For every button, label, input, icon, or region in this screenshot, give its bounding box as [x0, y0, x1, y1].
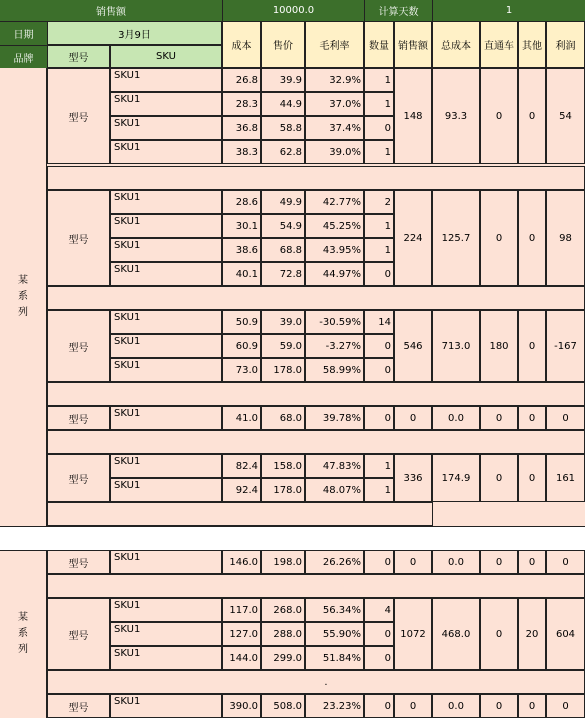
qty-cell[interactable]: 0 — [364, 334, 394, 358]
direct-car-cell[interactable]: 0 — [480, 694, 518, 718]
direct-car-cell[interactable]: 0 — [480, 68, 518, 164]
cost-cell[interactable]: 60.9 — [222, 334, 261, 358]
sales-cell[interactable]: 0 — [394, 550, 432, 574]
margin-cell[interactable]: 37.0% — [305, 92, 364, 116]
cost-cell[interactable]: 144.0 — [222, 646, 261, 670]
margin-cell[interactable]: 39.78% — [305, 406, 364, 430]
margin-cell[interactable]: 23.23% — [305, 694, 364, 718]
series-label-1[interactable] — [0, 68, 47, 526]
col-header-total-cost[interactable]: 总成本 — [432, 21, 480, 68]
qty-cell[interactable]: 14 — [364, 310, 394, 334]
col-header-qty[interactable]: 数量 — [364, 21, 394, 68]
sku-cell[interactable]: SKU1 — [110, 454, 222, 478]
margin-cell[interactable]: -30.59% — [305, 310, 364, 334]
profit-cell[interactable]: 161 — [546, 454, 585, 502]
margin-cell[interactable]: 42.77% — [305, 190, 364, 214]
sku-cell[interactable]: SKU1 — [110, 646, 222, 670]
sku-cell[interactable]: SKU1 — [110, 406, 222, 430]
model-cell[interactable]: 型号 — [47, 454, 110, 502]
cost-cell[interactable]: 146.0 — [222, 550, 261, 574]
direct-car-cell[interactable]: 0 — [480, 190, 518, 286]
sales-label-cell[interactable]: 销售额 — [0, 0, 222, 21]
margin-cell[interactable]: 26.26% — [305, 550, 364, 574]
qty-cell[interactable]: 0 — [364, 550, 394, 574]
brand-label-cell[interactable]: 品牌 — [0, 45, 47, 68]
margin-cell[interactable]: 32.9% — [305, 68, 364, 92]
direct-car-cell[interactable]: 180 — [480, 310, 518, 382]
qty-cell[interactable]: 2 — [364, 190, 394, 214]
sku-label-cell[interactable]: SKU — [110, 45, 222, 68]
profit-cell[interactable]: -167 — [546, 310, 585, 382]
price-cell[interactable]: 39.0 — [261, 310, 305, 334]
price-cell[interactable]: 299.0 — [261, 646, 305, 670]
qty-cell[interactable]: 1 — [364, 92, 394, 116]
col-header-profit[interactable]: 利润 — [546, 21, 585, 68]
qty-cell[interactable]: 1 — [364, 478, 394, 502]
direct-car-cell[interactable]: 0 — [480, 454, 518, 502]
price-cell[interactable]: 68.8 — [261, 238, 305, 262]
qty-cell[interactable]: 0 — [364, 116, 394, 140]
cost-cell[interactable]: 82.4 — [222, 454, 261, 478]
sku-cell[interactable]: SKU1 — [110, 214, 222, 238]
profit-cell[interactable]: 0 — [546, 694, 585, 718]
qty-cell[interactable]: 4 — [364, 598, 394, 622]
sku-cell[interactable]: SKU1 — [110, 68, 222, 92]
profit-cell[interactable]: 604 — [546, 598, 585, 670]
cost-cell[interactable]: 40.1 — [222, 262, 261, 286]
stray-mark: . — [324, 676, 328, 688]
qty-cell[interactable]: 1 — [364, 140, 394, 164]
cost-cell[interactable]: 390.0 — [222, 694, 261, 718]
model-cell[interactable]: 型号 — [47, 598, 110, 670]
total-cost-cell[interactable]: 468.0 — [432, 598, 480, 670]
cost-cell[interactable]: 28.3 — [222, 92, 261, 116]
model-label-cell[interactable]: 型号 — [47, 45, 110, 68]
profit-cell[interactable]: 0 — [546, 406, 585, 430]
qty-cell[interactable]: 1 — [364, 68, 394, 92]
other-cell[interactable]: 0 — [518, 190, 546, 286]
price-cell[interactable]: 68.0 — [261, 406, 305, 430]
price-cell[interactable]: 62.8 — [261, 140, 305, 164]
margin-cell[interactable]: 43.95% — [305, 238, 364, 262]
col-header-price[interactable]: 售价 — [261, 21, 305, 68]
cost-cell[interactable]: 50.9 — [222, 310, 261, 334]
price-cell[interactable]: 59.0 — [261, 334, 305, 358]
sales-value-cell[interactable]: 10000.0 — [222, 0, 364, 21]
price-cell[interactable]: 72.8 — [261, 262, 305, 286]
cost-cell[interactable]: 127.0 — [222, 622, 261, 646]
days-value-cell[interactable]: 1 — [432, 0, 585, 21]
qty-cell[interactable]: 1 — [364, 214, 394, 238]
margin-cell[interactable]: 44.97% — [305, 262, 364, 286]
direct-car-cell[interactable]: 0 — [480, 598, 518, 670]
price-cell[interactable]: 268.0 — [261, 598, 305, 622]
col-header-sales[interactable]: 销售额 — [394, 21, 432, 68]
qty-cell[interactable]: 0 — [364, 694, 394, 718]
cost-cell[interactable]: 26.8 — [222, 68, 261, 92]
direct-car-cell[interactable]: 0 — [480, 550, 518, 574]
spacer-row — [47, 502, 433, 526]
other-cell[interactable]: 0 — [518, 310, 546, 382]
margin-cell[interactable]: 47.83% — [305, 454, 364, 478]
sku-cell[interactable]: SKU1 — [110, 694, 222, 718]
price-cell[interactable]: 178.0 — [261, 358, 305, 382]
col-header-margin[interactable]: 毛利率 — [305, 21, 364, 68]
total-cost-cell[interactable]: 93.3 — [432, 68, 480, 164]
days-label-cell[interactable]: 计算天数 — [364, 0, 432, 21]
col-header-cost[interactable]: 成本 — [222, 21, 261, 68]
series-label-2-text: 某 系 列 — [18, 612, 28, 655]
price-cell[interactable]: 288.0 — [261, 622, 305, 646]
margin-cell[interactable]: 51.84% — [305, 646, 364, 670]
date-label-cell[interactable]: 日期 — [0, 21, 47, 45]
sku-cell[interactable]: SKU1 — [110, 598, 222, 622]
price-cell[interactable]: 49.9 — [261, 190, 305, 214]
sales-cell[interactable]: 336 — [394, 454, 432, 502]
qty-cell[interactable]: 0 — [364, 646, 394, 670]
spacer-row — [47, 286, 585, 310]
price-cell[interactable]: 54.9 — [261, 214, 305, 238]
sku-cell[interactable]: SKU1 — [110, 92, 222, 116]
price-cell[interactable]: 508.0 — [261, 694, 305, 718]
model-cell[interactable]: 型号 — [47, 310, 110, 382]
margin-cell[interactable]: 37.4% — [305, 116, 364, 140]
model-cell[interactable]: 型号 — [47, 190, 110, 286]
margin-cell[interactable]: 48.07% — [305, 478, 364, 502]
other-cell[interactable]: 20 — [518, 598, 546, 670]
price-cell[interactable]: 198.0 — [261, 550, 305, 574]
qty-cell[interactable]: 0 — [364, 406, 394, 430]
cost-cell[interactable]: 38.3 — [222, 140, 261, 164]
sales-cell[interactable]: 148 — [394, 68, 432, 164]
price-cell[interactable]: 44.9 — [261, 92, 305, 116]
other-cell[interactable]: 0 — [518, 550, 546, 574]
price-cell[interactable]: 178.0 — [261, 478, 305, 502]
sales-cell[interactable]: 1072 — [394, 598, 432, 670]
sku-cell[interactable]: SKU1 — [110, 358, 222, 382]
sku-cell[interactable]: SKU1 — [110, 334, 222, 358]
sku-cell[interactable]: SKU1 — [110, 238, 222, 262]
other-cell[interactable]: 0 — [518, 406, 546, 430]
sku-cell[interactable]: SKU1 — [110, 140, 222, 164]
model-cell[interactable]: 型号 — [47, 550, 110, 574]
other-cell[interactable]: 0 — [518, 694, 546, 718]
margin-cell[interactable]: 45.25% — [305, 214, 364, 238]
margin-cell[interactable]: 55.90% — [305, 622, 364, 646]
sku-cell[interactable]: SKU1 — [110, 116, 222, 140]
spacer-row — [47, 430, 585, 454]
series-label-1-text: 某 系 列 — [18, 275, 28, 318]
sku-cell[interactable]: SKU1 — [110, 550, 222, 574]
cost-cell[interactable]: 30.1 — [222, 214, 261, 238]
cost-cell[interactable]: 41.0 — [222, 406, 261, 430]
qty-cell[interactable]: 1 — [364, 238, 394, 262]
col-header-other[interactable]: 其他 — [518, 21, 546, 68]
total-cost-cell[interactable]: 713.0 — [432, 310, 480, 382]
qty-cell[interactable]: 1 — [364, 454, 394, 478]
direct-car-cell[interactable]: 0 — [480, 406, 518, 430]
total-cost-cell[interactable]: 174.9 — [432, 454, 480, 502]
model-cell[interactable]: 型号 — [47, 406, 110, 430]
total-cost-cell[interactable]: 0.0 — [432, 550, 480, 574]
cost-cell[interactable]: 38.6 — [222, 238, 261, 262]
spacer-row — [47, 382, 585, 406]
model-cell[interactable]: 型号 — [47, 68, 110, 164]
date-value-cell[interactable]: 3月9日 — [47, 21, 222, 45]
profit-cell[interactable]: 98 — [546, 190, 585, 286]
sku-cell[interactable]: SKU1 — [110, 262, 222, 286]
profit-cell[interactable]: 0 — [546, 550, 585, 574]
sku-cell[interactable]: SKU1 — [110, 190, 222, 214]
sales-cell[interactable]: 0 — [394, 406, 432, 430]
total-cost-cell[interactable]: 125.7 — [432, 190, 480, 286]
qty-cell[interactable]: 0 — [364, 358, 394, 382]
cost-cell[interactable]: 28.6 — [222, 190, 261, 214]
qty-cell[interactable]: 0 — [364, 262, 394, 286]
col-header-direct-car[interactable]: 直通车 — [480, 21, 518, 68]
sales-cell[interactable]: 0 — [394, 694, 432, 718]
qty-cell[interactable]: 0 — [364, 622, 394, 646]
margin-cell[interactable]: 39.0% — [305, 140, 364, 164]
sku-cell[interactable]: SKU1 — [110, 310, 222, 334]
margin-cell[interactable]: 56.34% — [305, 598, 364, 622]
sku-cell[interactable]: SKU1 — [110, 622, 222, 646]
sales-cell[interactable]: 546 — [394, 310, 432, 382]
model-cell[interactable]: 型号 — [47, 694, 110, 718]
spacer-row — [47, 574, 585, 598]
body-separator — [0, 526, 585, 550]
price-cell[interactable]: 39.9 — [261, 68, 305, 92]
spacer-row — [47, 670, 585, 694]
total-cost-cell[interactable]: 0.0 — [432, 406, 480, 430]
series-label-2[interactable] — [0, 550, 47, 718]
price-cell[interactable]: 58.8 — [261, 116, 305, 140]
price-cell[interactable]: 158.0 — [261, 454, 305, 478]
margin-cell[interactable]: -3.27% — [305, 334, 364, 358]
profit-cell[interactable]: 54 — [546, 68, 585, 164]
sales-cell[interactable]: 224 — [394, 190, 432, 286]
sku-cell[interactable]: SKU1 — [110, 478, 222, 502]
cost-cell[interactable]: 92.4 — [222, 478, 261, 502]
other-cell[interactable]: 0 — [518, 68, 546, 164]
cost-cell[interactable]: 117.0 — [222, 598, 261, 622]
margin-cell[interactable]: 58.99% — [305, 358, 364, 382]
other-cell[interactable]: 0 — [518, 454, 546, 502]
cost-cell[interactable]: 36.8 — [222, 116, 261, 140]
spacer-row — [47, 166, 585, 190]
total-cost-cell[interactable]: 0.0 — [432, 694, 480, 718]
cost-cell[interactable]: 73.0 — [222, 358, 261, 382]
